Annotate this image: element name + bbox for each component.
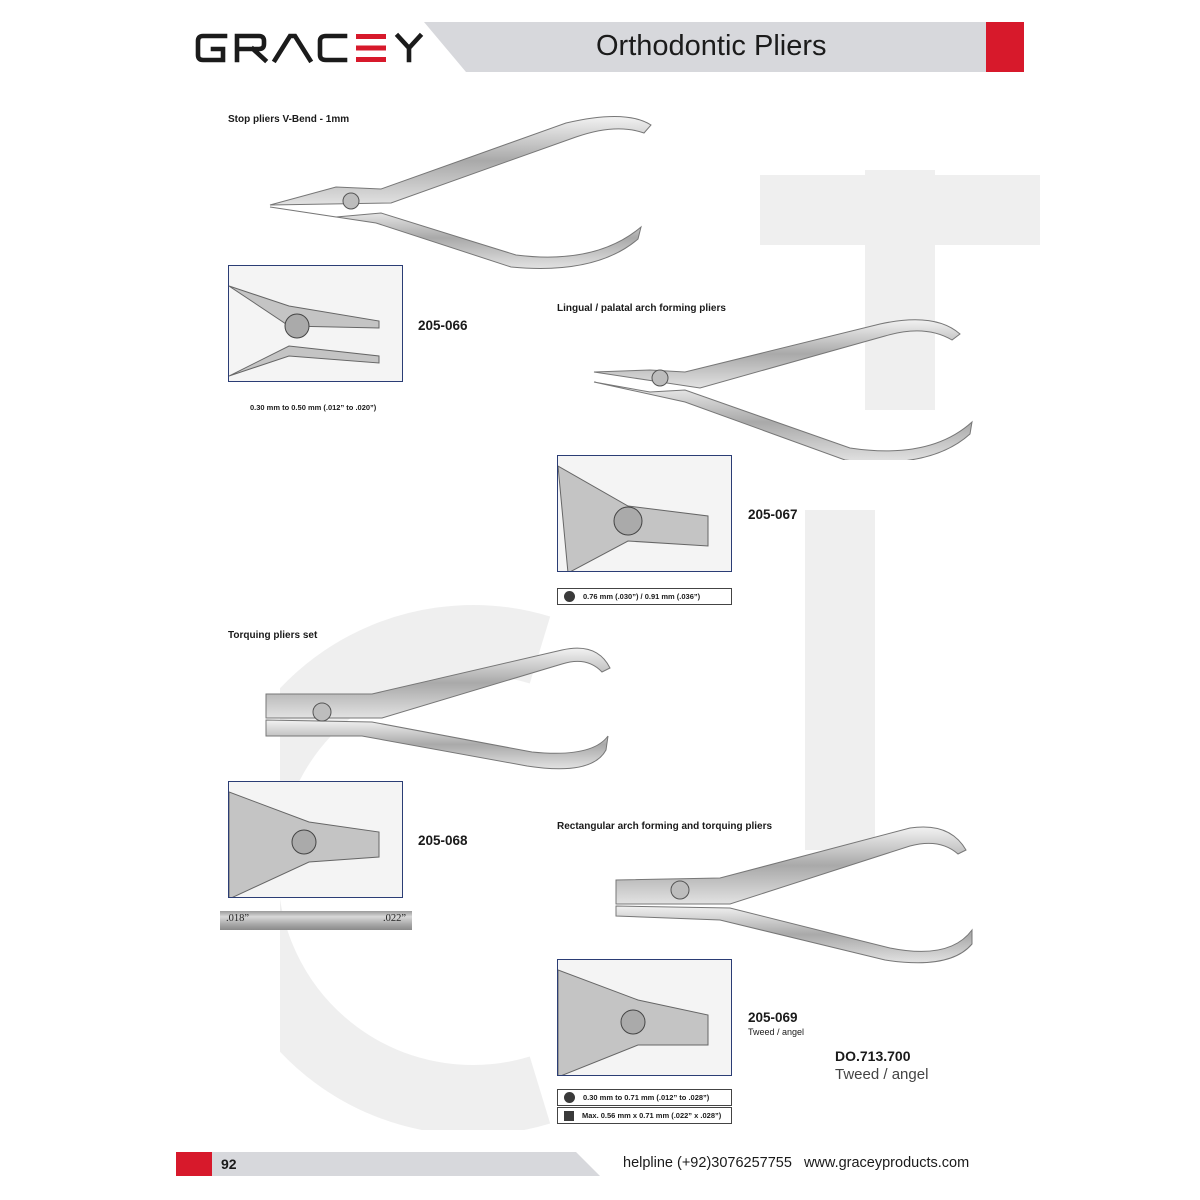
square-wire-icon bbox=[564, 1111, 574, 1121]
footer-contact bbox=[623, 1155, 977, 1171]
spec-box-round bbox=[557, 1089, 732, 1106]
detail-image-205-067 bbox=[557, 455, 732, 572]
product-code-205-067: 205-067 bbox=[748, 507, 798, 522]
spec-box-205-067 bbox=[557, 588, 732, 605]
torquing-pliers-image bbox=[262, 640, 622, 780]
footer-accent-block bbox=[176, 1152, 212, 1176]
spec-205-067: 0.76 mm (.030”) / 0.91 mm (.036”) bbox=[583, 592, 701, 601]
alt-subtitle: Tweed / angel bbox=[835, 1066, 929, 1083]
spec-205-066: 0.30 mm to 0.50 mm (.012” to .020”) bbox=[250, 403, 377, 412]
product-code-205-066: 205-066 bbox=[418, 318, 468, 333]
page-number: 92 bbox=[221, 1156, 237, 1172]
product-title-torquing-pliers: Torquing pliers set bbox=[228, 630, 318, 641]
wire-gauge-bar bbox=[220, 911, 412, 930]
product-code-205-068: 205-068 bbox=[418, 833, 468, 848]
helpline-text: helpline (+92)3076257755 bbox=[623, 1155, 792, 1171]
gauge-left-label: .018” bbox=[226, 913, 250, 924]
spec-box-square bbox=[557, 1107, 732, 1124]
detail-image-205-069 bbox=[557, 959, 732, 1076]
product-title-lingual-pliers: Lingual / palatal arch forming pliers bbox=[557, 303, 726, 314]
alt-code-do-713-700: DO.713.700 bbox=[835, 1048, 911, 1064]
website-link[interactable]: www.graceyproducts.com bbox=[803, 1155, 970, 1171]
gauge-right-label: .022” bbox=[382, 913, 406, 924]
stop-pliers-image bbox=[266, 105, 666, 275]
lingual-pliers-image bbox=[590, 310, 980, 460]
header-accent-block bbox=[986, 22, 1024, 72]
product-title-stop-pliers: Stop pliers V-Bend - 1mm bbox=[228, 114, 350, 125]
detail-image-205-066 bbox=[228, 265, 403, 382]
gracey-logo bbox=[195, 30, 435, 71]
round-wire-icon bbox=[564, 1092, 575, 1103]
rectangular-pliers-image bbox=[610, 820, 980, 970]
page-title: Orthodontic Pliers bbox=[596, 30, 827, 62]
product-code-205-069: 205-069 bbox=[748, 1010, 798, 1025]
footer-band bbox=[212, 1152, 600, 1176]
round-wire-icon bbox=[564, 591, 575, 602]
subtitle-205-069: Tweed / angel bbox=[748, 1027, 805, 1037]
spec-square-205-069: Max. 0.56 mm x 0.71 mm (.022” x .028”) bbox=[582, 1111, 722, 1120]
product-title-rectangular-pliers: Rectangular arch forming and torquing pliers bbox=[557, 821, 773, 832]
spec-round-205-069: 0.30 mm to 0.71 mm (.012” to .028”) bbox=[583, 1093, 710, 1102]
detail-image-205-068 bbox=[228, 781, 403, 898]
